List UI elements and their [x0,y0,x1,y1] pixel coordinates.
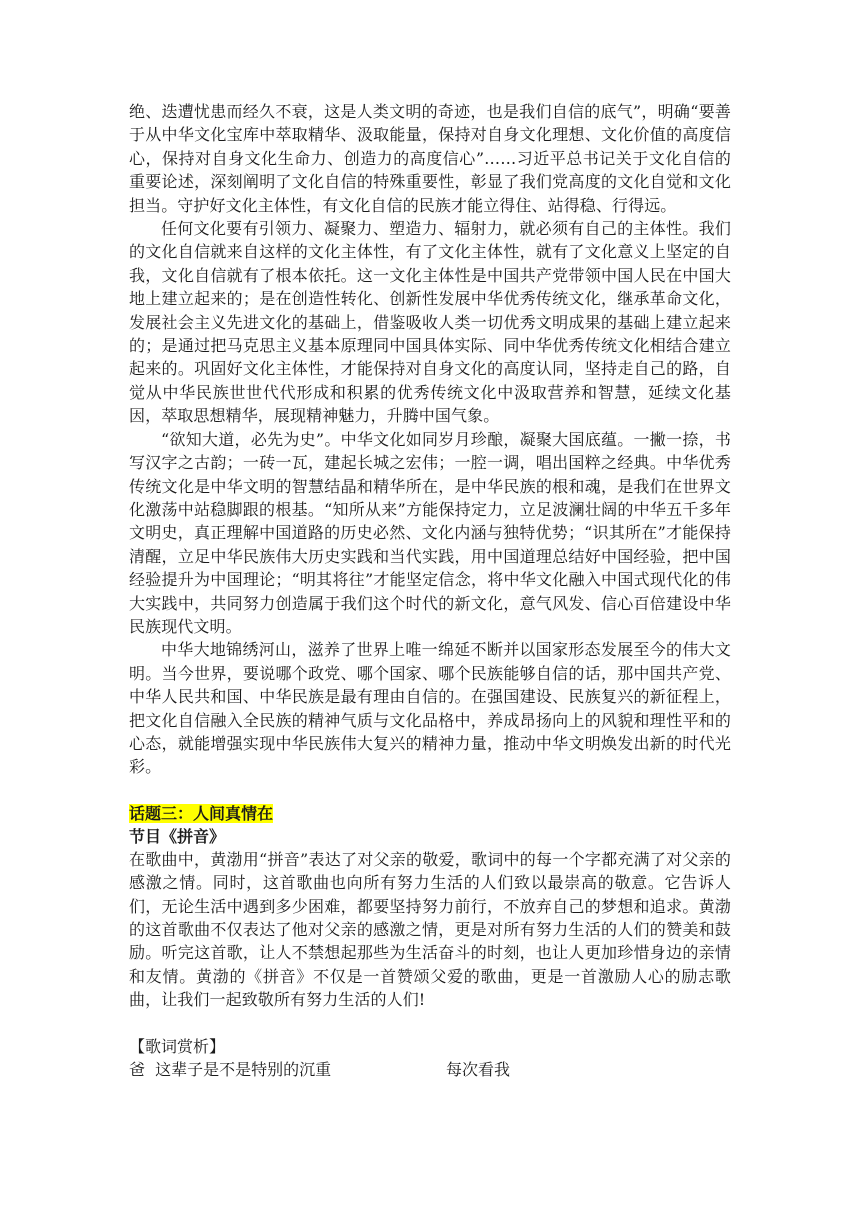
paragraph-history-knowledge: “欲知大道，必先为史”。中华文化如同岁月珍酿，凝聚大国底蕴。一撇一捺，书写汉字之古韵；一砖一瓦，建起长城之宏伟；一腔一调，唱出国粹之经典。中华优秀传统文化是中华文明的智慧结晶和精华所在，是中华民族的根和魂，是我们在世界文化激荡中站稳脚跟的根基。“知所从来”方能保持定力，立足波澜壮阔的中华五千多年文明史，真正理解中国道路的历史必然、文化内涵与独特优势；“识其所在”才能保持清醒，立足中华民族伟大历史实践和当代实践，用中国道理总结好中国经验，把中国经验提升为中国理论；“明其将往”才能坚定信念，将中华文化融入中国式现代化的伟大实践中，共同努力创造属于我们这个时代的新文化，意气风发、信心百倍建设中华民族现代文明。 [129,429,731,636]
lyric-line-right: 每次看我 [446,1059,511,1079]
topic-heading-highlight: 话题三：人间真情在 [129,803,274,823]
section-spacer [129,779,731,802]
paragraph-cultural-subjectivity: 任何文化要有引领力、凝聚力、塑造力、辐射力，就必须有自己的主体性。我们的文化自信就来自这样的文化主体性，有了文化主体性，就有了文化意义上坚定的自我，文化自信就有了根本依托。这一文化主体性是中国共产党带领中国人民在中国大地上建立起来的；是在创造性转化、创新性发展中华优秀传统文化，继承革命文化，发展社会主义先进文化的基础上，借鉴吸收人类一切优秀文明成果的基础上建立起来的；是通过把马克思主义基本原理同中国具体实际、同中华优秀传统文化相结合建立起来的。巩固好文化主体性，才能保持对自身文化的高度认同，坚持走自己的路，自觉从中华民族世世代代形成和积累的优秀传统文化中汲取营养和智慧，延续文化基因，萃取思想精华，展现精神魅力，升腾中国气象。 [129,219,731,426]
paragraph-chinese-civilization: 中华大地锦绣河山，滋养了世界上唯一绵延不断并以国家形态发展至今的伟大文明。当今世界，要说哪个政党、哪个国家、哪个民族能够自信的话，那中国共产党、中华人民共和国、中华民族是最有理由自信的。在强国建设、民族复兴的新征程上，把文化自信融入全民族的精神气质与文化品格中，养成昂扬向上的风貌和理性平和的心态，就能增强实现中华民族伟大复兴的精神力量，推动中华文明焕发出新的时代光彩。 [129,640,731,777]
program-title: 节目《拼音》 [129,826,226,846]
lyrics-section-label: 【歌词赏析】 [129,1036,226,1056]
topic-heading [129,802,731,825]
paragraph-cultural-confidence-intro: 绝、迭遭忧患而经久不衰，这是人类文明的奇迹，也是我们自信的底气”，明确“要善于从中华文化宝库中萃取精华、汲取能量，保持对自身文化理想、文化价值的高度信心，保持对自身文化生命力、创造力的高度信心”……习近平总书记关于文化自信的重要论述，深刻阐明了文化自信的特殊重要性，彰显了我们党高度的文化自觉和文化担当。守护好文化主体性，有文化自信的民族才能立得住、站得稳、行得远。 [129,102,731,215]
paragraph-program-review: 在歌曲中，黄渤用“拼音”表达了对父亲的敬爱，歌词中的每一个字都充满了对父亲的感激之情。同时，这首歌曲也向所有努力生活的人们致以最崇高的敬意。它告诉人们，无论生活中遇到多少困难，都要坚持努力前行，不放弃自己的梦想和追求。黄渤的这首歌曲不仅表达了他对父亲的感激之情，更是对所有努力生活的人们的赞美和鼓励。听完这首歌，让人不禁想起那些为生活奋斗的时刻，也让人更加珍惜身边的亲情和友情。黄渤的《拼音》不仅是一首赞颂父爱的歌曲，更是一首激励人心的励志歌曲，让我们一起致敬所有努力生活的人们! [129,849,731,1010]
lyric-line-left: 爸 这辈子是不是特别的沉重 [129,1059,332,1079]
section-spacer [129,1012,731,1035]
lyric-line [129,1058,731,1081]
document-page [129,100,731,1081]
